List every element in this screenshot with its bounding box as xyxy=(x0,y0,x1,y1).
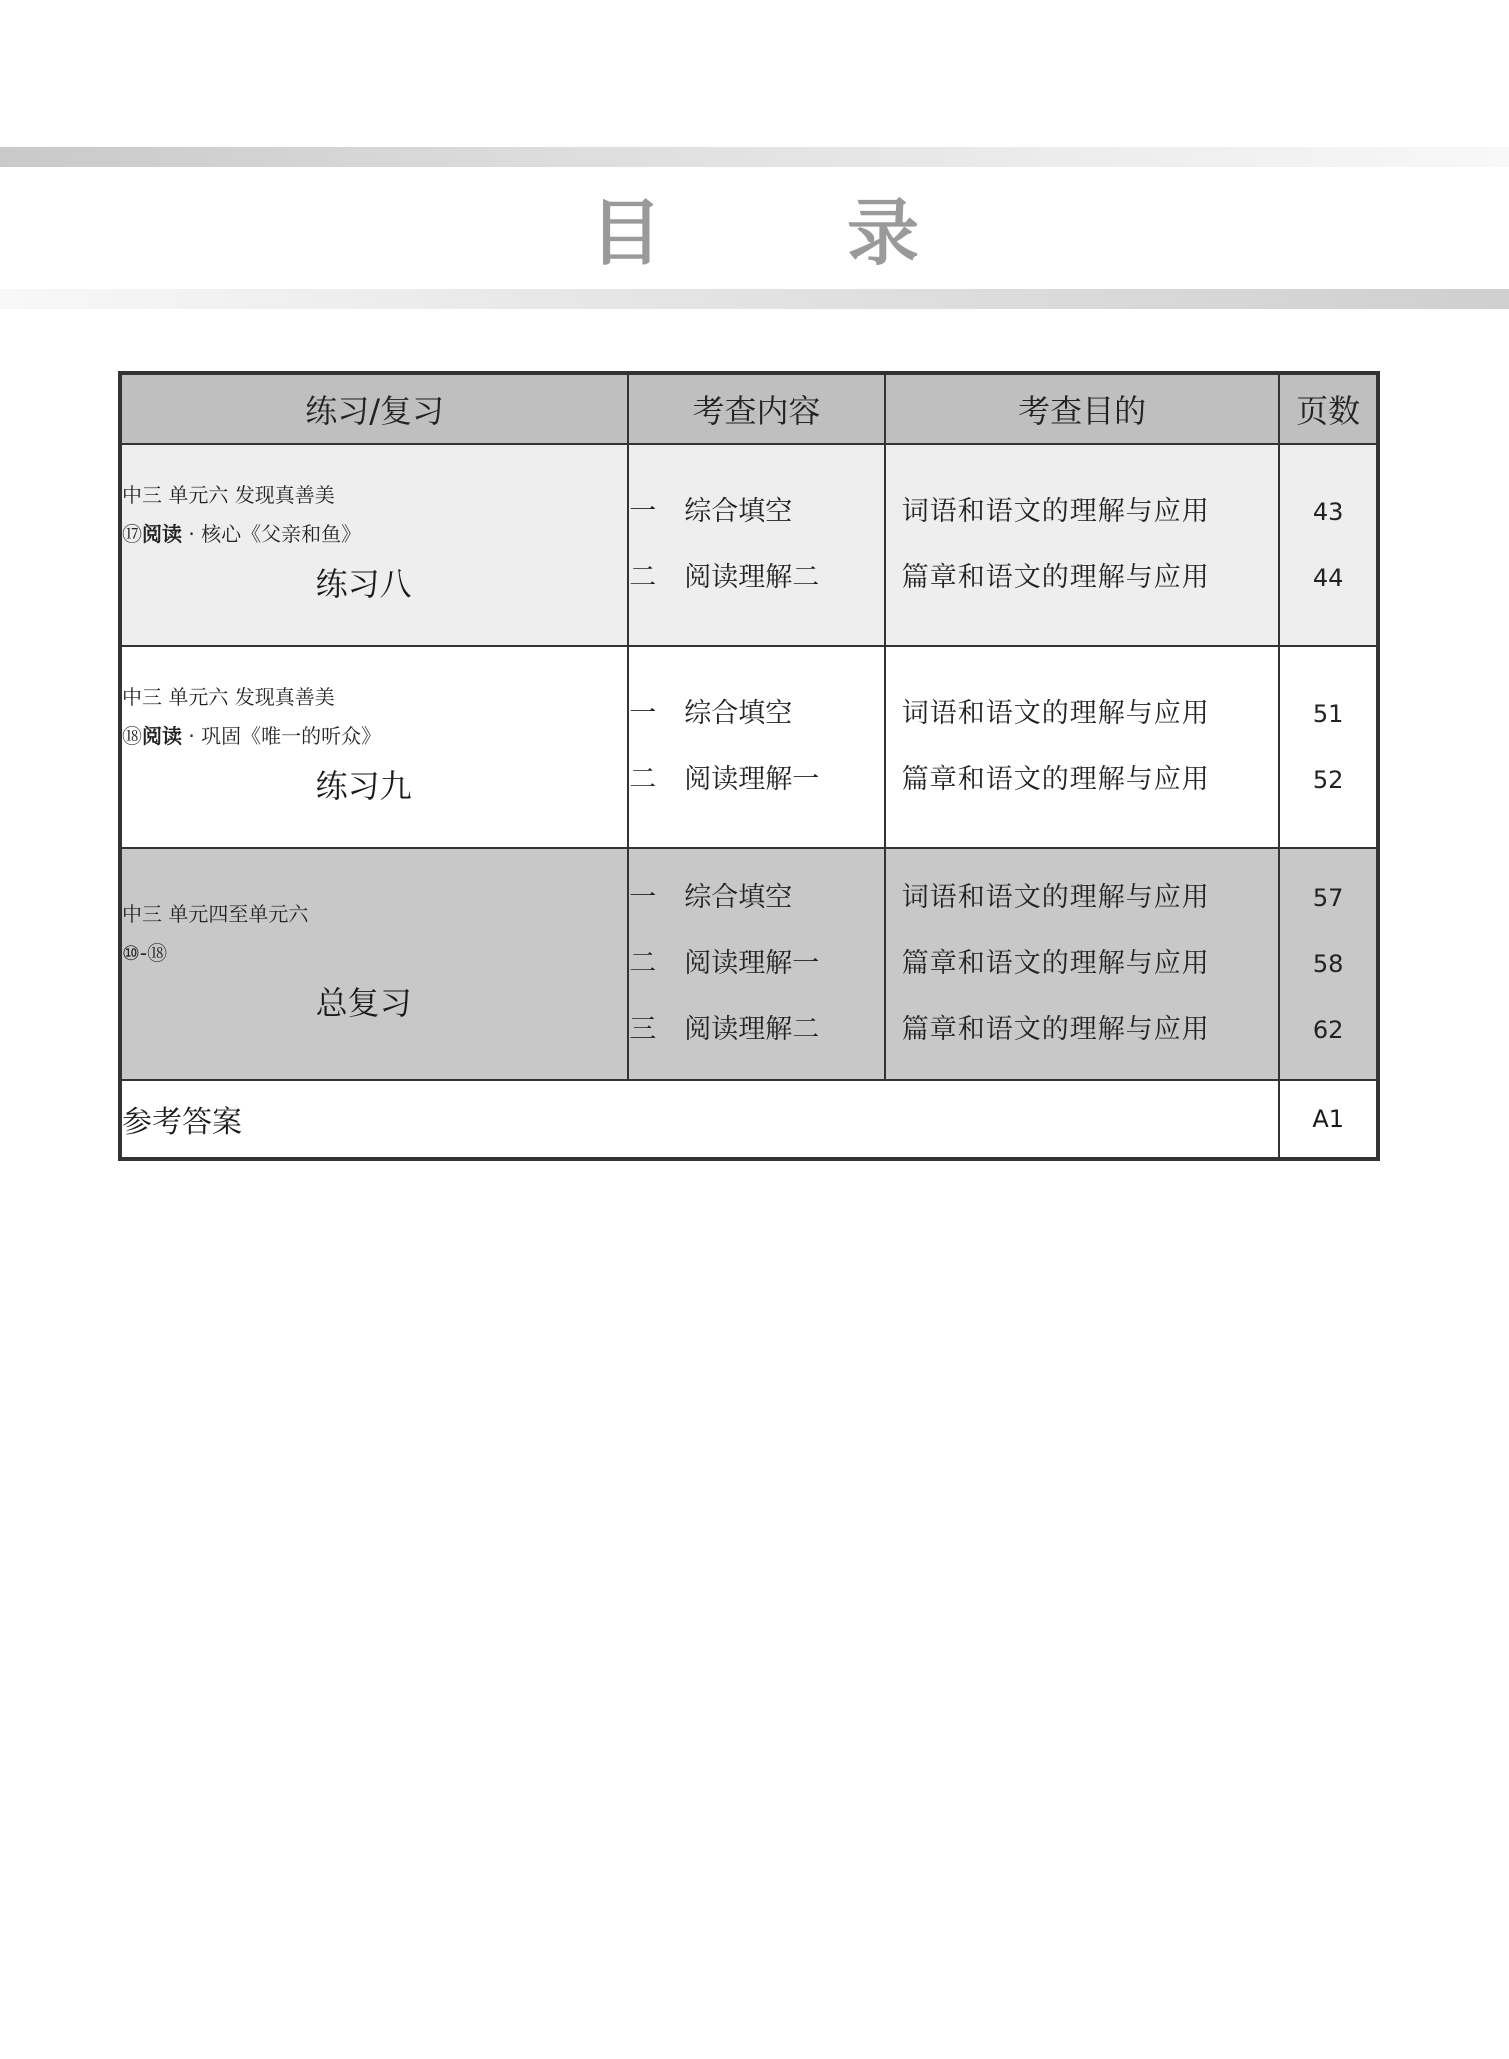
reading-number: ⑱ xyxy=(122,724,142,748)
content-item xyxy=(629,545,884,611)
lesson-cell[interactable] xyxy=(120,848,628,1080)
page-number[interactable]: 51 xyxy=(1312,700,1344,728)
lesson-name: 总复习 xyxy=(315,984,412,1022)
table-row xyxy=(120,848,1378,1080)
content-cell xyxy=(628,444,885,646)
page-number[interactable]: 62 xyxy=(1312,1016,1344,1044)
unit-label: 中三 单元六 发现真善美 xyxy=(122,685,335,709)
reading-number: ⑰ xyxy=(122,522,142,546)
item-number: 二 xyxy=(629,764,657,795)
reading-label xyxy=(122,716,627,756)
item-content: 综合填空 xyxy=(684,496,793,527)
toc-table xyxy=(118,371,1380,1161)
item-number: 一 xyxy=(629,496,657,527)
content-cell xyxy=(628,646,885,848)
header-goal: 考查目的 xyxy=(885,373,1280,444)
content-cell xyxy=(628,848,885,1080)
item-content: 阅读理解一 xyxy=(684,948,820,979)
content-item xyxy=(629,931,884,997)
goal-item: 词语和语文的理解与应用 xyxy=(901,496,1210,527)
content-item xyxy=(629,681,884,747)
item-number: 三 xyxy=(629,1014,657,1045)
reading-label xyxy=(122,514,627,554)
goal-cell xyxy=(885,646,1280,848)
unit-label: 中三 单元六 发现真善美 xyxy=(122,483,335,507)
item-content: 阅读理解一 xyxy=(684,764,820,795)
pages-cell xyxy=(1279,848,1378,1080)
lesson-cell[interactable] xyxy=(120,444,628,646)
page-number[interactable]: 43 xyxy=(1312,498,1344,526)
lesson-cell[interactable] xyxy=(120,646,628,848)
table-row xyxy=(120,444,1378,646)
reading-label xyxy=(122,933,627,973)
item-content: 阅读理解二 xyxy=(684,562,820,593)
content-item xyxy=(629,747,884,813)
page-number[interactable]: 52 xyxy=(1312,766,1344,794)
content-item xyxy=(629,479,884,545)
toc-header-row xyxy=(120,373,1378,444)
reading-number: ⑩-⑱ xyxy=(122,941,168,965)
goal-item: 词语和语文的理解与应用 xyxy=(901,698,1210,729)
item-number: 一 xyxy=(629,882,657,913)
table-row xyxy=(120,646,1378,848)
header-pages: 页数 xyxy=(1279,373,1378,444)
page-title: 目 录 xyxy=(589,191,1000,275)
page-number[interactable]: 58 xyxy=(1312,950,1344,978)
reading-text: · 巩固《唯一的听众》 xyxy=(182,724,382,748)
lesson-name: 练习九 xyxy=(315,767,412,805)
reading-text: · 核心《父亲和鱼》 xyxy=(182,522,362,546)
unit-label: 中三 单元四至单元六 xyxy=(122,902,309,926)
item-number: 二 xyxy=(629,948,657,979)
reading-bold: 阅读 xyxy=(142,724,182,748)
header-practice: 练习/复习 xyxy=(120,373,628,444)
item-number: 一 xyxy=(629,698,657,729)
table-row xyxy=(120,1080,1378,1159)
goal-item: 篇章和语文的理解与应用 xyxy=(901,1014,1210,1045)
goal-item: 篇章和语文的理解与应用 xyxy=(901,562,1210,593)
goal-item: 篇章和语文的理解与应用 xyxy=(901,948,1210,979)
item-content: 阅读理解二 xyxy=(684,1014,820,1045)
pages-cell xyxy=(1279,646,1378,848)
page-number[interactable]: 57 xyxy=(1312,884,1344,912)
lesson-name: 练习八 xyxy=(315,565,412,603)
item-number: 二 xyxy=(629,562,657,593)
item-content: 综合填空 xyxy=(684,882,793,913)
goal-cell xyxy=(885,848,1280,1080)
page-number[interactable]: 44 xyxy=(1312,564,1344,592)
content-item xyxy=(629,865,884,931)
answers-page[interactable]: A1 xyxy=(1279,1080,1378,1159)
pages-cell xyxy=(1279,444,1378,646)
goal-item: 词语和语文的理解与应用 xyxy=(901,882,1210,913)
reading-bold: 阅读 xyxy=(142,522,182,546)
answers-label[interactable]: 参考答案 xyxy=(120,1080,1279,1159)
goal-item: 篇章和语文的理解与应用 xyxy=(901,764,1210,795)
header-band-top xyxy=(0,147,1509,167)
goal-cell xyxy=(885,444,1280,646)
header-content: 考查内容 xyxy=(628,373,885,444)
item-content: 综合填空 xyxy=(684,698,793,729)
content-item xyxy=(629,997,884,1063)
header-band-bottom xyxy=(0,289,1509,309)
